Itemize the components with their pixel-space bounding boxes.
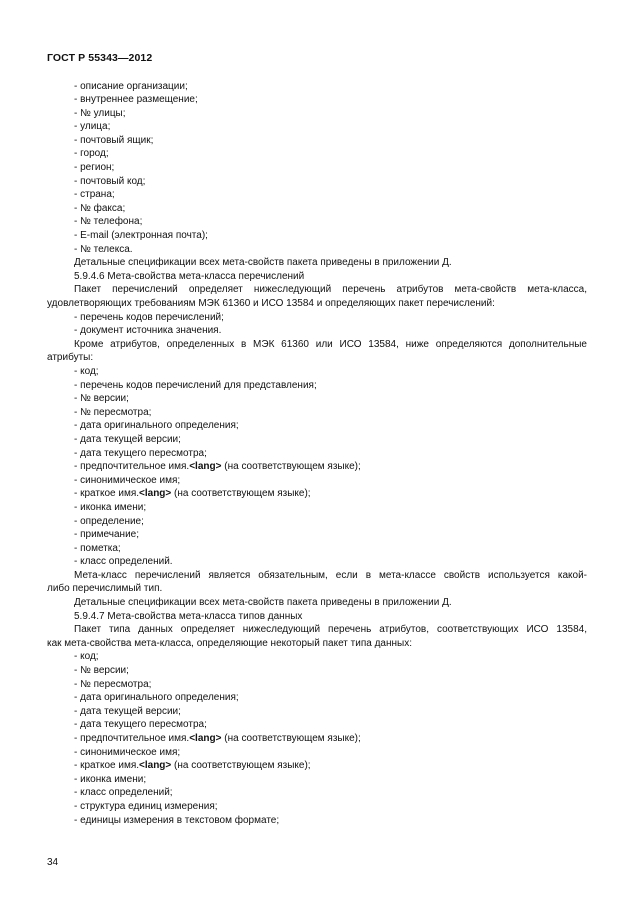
text-line: - примечание; [74,529,139,541]
page-number: 34 [47,857,59,868]
text-line: - дата текущей версии; [74,433,181,445]
text-line: - единицы измерения в текстовом формате; [74,814,280,826]
text-line: - № факса; [74,202,126,214]
text-line: - E-mail (электронная почта); [74,230,208,242]
text-segment: (на соответствующем языке); [171,760,311,772]
text-line: как мета-свойства мета-класса, определяющие некоторый пакет типа данных: [47,637,412,649]
text-line: - перечень кодов перечислений; [74,311,224,323]
text-line: - № телефона; [74,216,143,228]
text-line: - иконка имени; [74,773,147,785]
text-line: - описание организации; [74,80,188,92]
text-line: - иконка имени; [74,501,147,513]
text-line: - дата текущей версии; [74,705,181,717]
text-line: Мета-класс перечислений является обязательным, если в мета-классе свойств используется какой- [74,569,587,581]
text-line: - город; [74,148,109,160]
text-segment: - предпочтительное имя. [74,733,190,744]
text-line: Кроме атрибутов, определенных в МЭК 61360 или ИСО 13584, ниже определяются дополнительные [74,338,587,350]
lang-tag: <lang> [139,488,172,500]
text-line: Пакет типа данных определяет нижеследующий перечень атрибутов, соответствующих ИСО 13584, [74,624,587,636]
text-line: - № пересмотра; [74,678,152,690]
text-line: Детальные спецификации всех мета-свойств пакета приведены в приложении Д. [74,597,452,609]
text-line: - перечень кодов перечислений для представления; [74,379,317,391]
text-line: - № улицы; [74,107,126,119]
text-line: - структура единиц измерения; [74,800,218,812]
text-line: удовлетворяющих требованиям МЭК 61360 и ИСО 13584 и определяющих пакет перечислений: [47,298,495,309]
text-line: - синонимическое имя; [74,474,181,486]
text-line: 5.9.4.6 Мета-свойства мета-класса перечислений [74,270,305,282]
text-line: - синонимическое имя; [74,746,181,758]
text-line: - дата оригинального определения; [74,420,239,432]
lang-tag: <lang> [139,760,172,772]
text-line: - почтовый ящик; [74,134,154,146]
text-line: - страна; [74,189,115,201]
text-line [47,759,587,773]
lang-tag: <lang> [189,461,222,473]
text-line: атрибуты: [47,352,94,364]
text-line: - улица; [74,121,111,133]
text-line: - дата текущего пересмотра; [74,447,207,459]
document-header: ГОСТ Р 55343—2012 [47,52,153,64]
text-segment: - предпочтительное имя. [74,461,190,473]
text-line: - внутреннее размещение; [74,94,198,106]
text-line: - № телекса. [74,243,133,255]
text-line: 5.9.4.7 Мета-свойства мета-класса типов данных [74,610,303,622]
text-line: - класс определений; [74,787,173,799]
text-line: - № версии; [74,665,129,677]
text-segment: (на соответствующем языке); [221,733,361,744]
text-line: либо перечислимый тип. [47,583,163,595]
text-segment: (на соответствующем языке); [171,488,311,500]
text-line [47,460,587,474]
text-line: - документ источника значения. [74,325,222,337]
text-line: - определение; [74,515,144,527]
text-segment: (на соответствующем языке); [221,461,361,473]
text-line: - № пересмотра; [74,406,152,418]
text-line: - почтовый код; [74,175,146,187]
text-line [47,732,587,746]
text-line: - № версии; [74,393,129,405]
text-line: - дата текущего пересмотра; [74,719,207,731]
document-body [47,80,587,828]
text-line: - код; [74,651,99,663]
lang-tag: <lang> [189,733,222,744]
text-line: - пометка; [74,542,121,554]
text-line: - регион; [74,162,115,174]
text-line: - класс определений. [74,556,173,568]
text-line: Детальные спецификации всех мета-свойств пакета приведены в приложении Д. [74,257,452,269]
text-segment: - краткое имя. [74,488,140,500]
text-segment: - краткое имя. [74,760,140,772]
text-line: - код; [74,365,99,377]
text-line: Пакет перечислений определяет нижеследующий перечень атрибутов мета-свойств мета-класса, [74,284,587,296]
text-line [47,487,587,501]
text-line: - дата оригинального определения; [74,692,239,704]
